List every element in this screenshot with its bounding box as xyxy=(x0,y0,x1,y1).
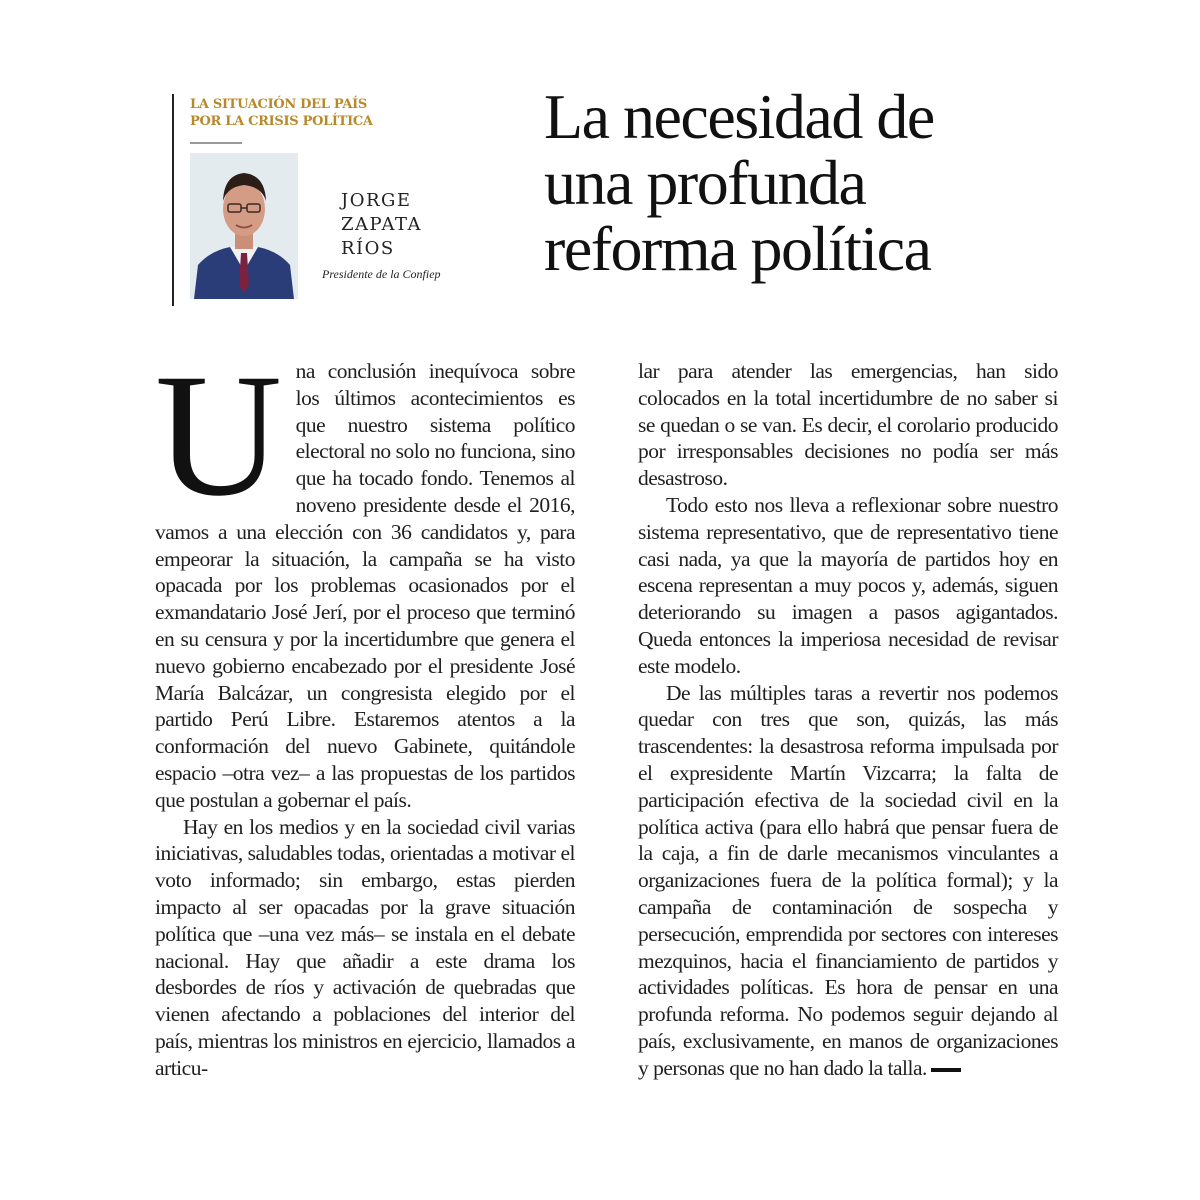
end-mark xyxy=(931,1068,961,1072)
section-kicker xyxy=(190,96,450,130)
author-portrait-image xyxy=(190,153,298,299)
kicker-line-2: POR LA CRISIS POLÍTICA xyxy=(190,114,373,129)
author-role: Presidente de la Confiep xyxy=(322,267,441,281)
kicker-line-1: LA SITUACIÓN DEL PAÍS xyxy=(190,97,368,112)
article-column-left xyxy=(155,338,575,1082)
article-paragraph-4 xyxy=(638,680,1058,1082)
article-paragraph-2: Hay en los medios y en la sociedad civil varias iniciativas, saludables todas, orientadas a motivar el voto informado; sin embargo, estas pierden impacto al ser opacadas por la grave situación política que –una vez más– se instala en el debate nacional. Hay que añadir a este drama los desbordes de ríos y activación de quebradas que vienen afectando a poblaciones del interior del país, mientras los ministros en ejercicio, llamados a articu- xyxy=(155,814,575,1080)
author-name-line-1: JORGE xyxy=(341,190,412,211)
paragraph-4-text: De las múltiples taras a revertir nos podemos quedar con tres que son, quizás, las más trascendentes: la desastrosa reforma impulsada por el expresidente Martín Vizcarra; la falta de participación efectiva de la sociedad civil en la política activa (para ello habrá que pensar fuera de la caja, a fin de darle mecanismos vinculantes a organizaciones fuera de la política formal); y la campaña de contaminación de sospecha y persecución, emprendida por sectores con intereses mezquinos, hacia el financiamiento de partidos y actividades políticas. Es hora de pensar en una profunda reforma. No podemos seguir dejando al país, exclusivamente, en manos de organizaciones y personas que no han dado la talla. xyxy=(638,680,1058,1080)
paragraph-1-text: na conclusión inequívoca sobre los últimos acontecimientos es que nuestro sistema político electoral no solo no funciona, sino que ha tocado fondo. Tenemos al noveno presidente desde el 2016, vamos a una elección con 36 candidatos y, para empeorar la situación, la campaña se ha visto opacada por los problemas ocasionados por el exmandatario José Jerí, por el proceso que terminó en su censura y por la incertidumbre que genera el nuevo gobierno encabezado por el presidente José María Balcázar, un congresista elegido por el partido Perú Libre. Estaremos atentos a la conformación del nuevo Gabinete, quitándole espacio –otra vez– a las propuestas de los partidos que postulan a gobernar el país. xyxy=(155,359,575,812)
article-column-right xyxy=(638,358,1058,1082)
author-photo xyxy=(190,153,298,299)
article-paragraph-1 xyxy=(155,338,575,814)
headline-line-3: reforma política xyxy=(544,213,931,284)
left-vertical-rule xyxy=(172,94,174,306)
headline-line-1: La necesidad de xyxy=(544,81,934,152)
author-name xyxy=(341,189,422,261)
author-name-line-2: ZAPATA xyxy=(341,214,422,235)
article-headline xyxy=(544,81,1064,284)
kicker-divider xyxy=(190,142,242,144)
headline-line-2: una profunda xyxy=(544,147,866,218)
article-paragraph-3: Todo esto nos lleva a reflexionar sobre nuestro sistema representativo, que de representativo tiene casi nada, ya que la mayoría de partidos hoy en escena representan a muy pocos y, además, siguen deteriorando su imagen a pasos agigantados. Queda entonces la imperiosa necesidad de revisar este modelo. xyxy=(638,492,1058,678)
author-name-line-3: RÍOS xyxy=(341,238,395,259)
article-paragraph-2-continued: lar para atender las emergencias, han sido colocados en la total incertidumbre de no saber si se quedan o se van. Es decir, el corolario producido por irresponsables decisiones no podía ser más desastroso. xyxy=(638,359,1058,491)
drop-cap: U xyxy=(155,338,282,533)
